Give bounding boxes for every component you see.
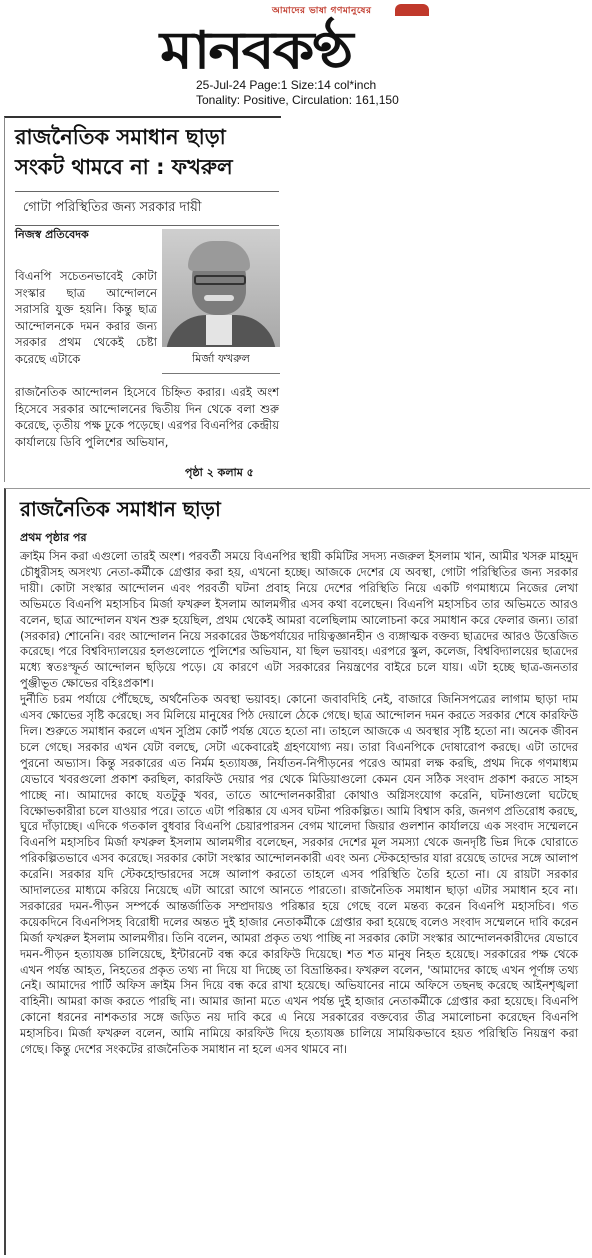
newspaper-logo: মানবকণ্ঠ: [160, 20, 352, 81]
clip-meta-tonality: Tonality: Positive, Circulation: 161,150: [196, 93, 399, 107]
portrait-photo: [162, 229, 280, 347]
clip-meta-date: 25-Jul-24 Page:1 Size:14 col*inch: [196, 78, 377, 92]
jump-paragraph: দুর্নীতি চরম পর্যায়ে পৌঁছেছে, অর্থনৈতিক অবস্থা ভয়াবহ। কোনো জবাবদিহি নেই, বাজারে জিনিসপত্রের লাগাম ছাড়া দাম এসব ক্ষোভের সৃষ্টি করেছে। সব মিলিয়ে মানুষের পিঠ দেয়ালে ঠেকে গেছে। ছাত্র আন্দোলন দমন করতে সরকার শেষে কারফিউ দিল। শুরুতে সমাধান করলে এখন সুপ্রিম কোর্ট পর্যন্ত যেতে হতো না। তাহলে আজকে এ অবস্থার সৃষ্টি হতো না। অনেক জীবন চলে গেছে। সরকার এখন যেটা বলছে, সেটা একেবারেই গ্রহণযোগ্য নয়। তারা বিএনপিকে দোষারোপ করছে। এটা তাদের পুরনো অভ্যাস। কিন্তু সরকারের এত নির্মম হত্যাযজ্ঞ, নির্যাতন-নিপীড়নের পরেও আমরা লক্ষ করছি, প্রথম দিকে গণমাধ্যম যেভাবে খবরগুলো প্রকাশ করছিল, কারফিউ দেয়ার পর থেকে মিডিয়াগুলো কেমন যেন সঠিক সংবাদ প্রকাশ করতে সাহস পাচ্ছে না। আমাদের কাছে যতটুকু খবর, তাতে আন্দোলনকারীরা কোথাও অগ্নিসংযোগ করেনি, ঘটনাগুলো ঘটেছে বিক্ষোভকারীরা চলে যাওয়ার পরে। তাতে এটা পরিষ্কার যে এসব ঘটনা পরিকল্পিত। আমি বিশ্বাস করি, জনগণ প্রতিরোধ করছে, ঘুরে দাঁড়াচ্ছে। এদিকে গতকাল বুধবার বিএনপি চেয়ারপারসন বেগম খালেদা জিয়ার গুলশান কার্যালয়ে এক সংবাদ সম্মেলনে বিএনপি মহাসচিব মির্জা ফখরুল ইসলাম আলমগীর বলেছেন, সরকার দেশের মূল সমস্যা থেকে জনদৃষ্টি ভিন্ন দিকে ঘোরাতে পরিকল্পিতভাবে এসব করেছে। সরকার কোটা সংস্কার আন্দোলনকারী এবং অন্য স্টেকহোল্ডার যারা রয়েছে তাদের সঙ্গে আলাপ করেনি। সরকার যদি স্টেকহোল্ডারদের সঙ্গে আলাপ করতো তাহলে এসব পরিস্থিতি তৈরি হতো না। যে রায়টা সরকার আদালতের মাধ্যমে করিয়ে নিয়েছে এটা আরো আগে আনতে পারতো। রাজনৈতিক সমাধান ছাড়া এটার সমাধান হবে না। সরকারের দমন-পীড়ন সম্পর্কে আন্তর্জাতিক সম্প্রদায়ও পরিষ্কার হয়ে গেছে বলে মন্তব্য করেন বিএনপি মহাসচিব। গত কয়েকদিনে বিএনপিসহ বিরোধী দলের অন্তত দুই হাজার নেতাকর্মীকে গ্রেপ্তার করা হয়েছে বলেও সংবাদ সম্মেলনে দাবি করেন মির্জা ফখরুল ইসলাম আলমগীর। তিনি বলেন, আমরা প্রকৃত তথ্য পাচ্ছি না সরকার কোটা সংস্কার আন্দোলনকারীদের যেভাবে দমন-পীড়ন হত্যাযজ্ঞ চালিয়েছে, ইন্টারনেট বন্ধ করে কারফিউ দিয়েছে। শত শত মানুষ নিহত হয়েছে। সরকারের পক্ষ থেকে এখন পর্যন্ত আহত, নিহতের প্রকৃত তথ্য না দিয়ে যা দিচ্ছে তা বিভ্রান্তিকর। ফখরুল বলেন, 'আমাদের কাছে এখন পূর্ণাঙ্গ তথ্য নেই। আমাদের পার্টি অফিস ক্রাইম সিন দিয়ে বন্ধ করে রাখা হয়েছে। অভিযানের নামে অফিসে তছনছ করেছে আইনশৃঙ্খলা বাহিনী। আমরা কাজ করতে পারছি না। আমার জানা মতে এখন পর্যন্ত দুই হাজার নেতাকর্মীকে গ্রেপ্তার করা হয়েছে। বিএনপি কোনো ধরনের নাশকতার সঙ্গে জড়িত নয় দাবি করে এ নিয়ে সরকারের বক্তব্যের তীব্র সমালোচনা করেছেন বিএনপি মহাসচিব। মির্জা ফখরুল বলেন, আমি নামিয়ে কারফিউ দিয়ে হত্যাযজ্ঞ চালিয়ে সাময়িকভাবে হয়ত পরিস্থিতি নিয়ন্ত্রণ করা গেছে। কিন্তু দেশের সংকটের রাজনৈতিক সমাধান না হলে এসব থামবে না।: [20, 692, 578, 1057]
from-page-label: প্রথম পৃষ্ঠার পর: [20, 531, 87, 544]
photo-caption: মির্জা ফখরুল: [162, 350, 280, 374]
jump-paragraph: ক্রাইম সিন করা এগুলো তারই অংশ। পরবর্তী সময়ে বিএনপির স্থায়ী কমিটির সদস্য নজরুল ইসলাম খান, আমীর খসরু মাহমুদ চৌধুরীসহ অসংখ্য নেতা-কর্মীকে গ্রেপ্তার করা হয়, এখনো হচ্ছে। আজকে দেশের যে অবস্থা, গোটা পরিস্থিতির জন্য সরকার দায়ী। কোটা সংস্কার আন্দোলন এবং পরবর্তী ঘটনা প্রবাহ নিয়ে দেশের পরিস্থিতি নিয়ে একটি গণমাধ্যমে নিজের লেখা অভিমতে বিএনপি মহাসচিব মির্জা ফখরুল ইসলাম আলমগীর এসব কথা বলেছেন। বিএনপি মহাসচিব তার অভিমতে আরও বলেন, ছাত্র আন্দোলন যখন শুরু হয়েছিল, প্রথম থেকেই আমরা বলেছিলাম আলোচনা করে সমাধান করে ফেলার জন্য। তারা (সরকার) শোনেনি। বরং আন্দোলন নিয়ে সরকারের উচ্চপর্যায়ের দায়িত্বজ্ঞানহীন ও ব্যঙ্গাত্মক বক্তব্য ছাত্রদের আরও উত্তেজিত করেছে। পরে বিশ্ববিদ্যালয়ের হলগুলোতে পুলিশের অভিযান, যা ছিল ভয়াবহ। এরপরে স্কুল, কলেজ, বিশ্ববিদ্যালয়ের ছাত্রদের মধ্যে স্বতঃস্ফূর্ত আন্দোলন ছড়িয়ে পড়ে। যে কারণে এটা সরকারের নিয়ন্ত্রণের বাইরে চলে যায়। এটা হচ্ছে ছাত্র-জনতার পুঞ্জীভূত ক্ষোভের বহিঃপ্রকাশ।: [20, 549, 578, 691]
masthead-tagline: আমাদের ভাষা গণমানুষের: [272, 6, 372, 16]
front-page-clip: [4, 116, 281, 482]
jump-headline: রাজনৈতিক সমাধান ছাড়া: [20, 497, 221, 521]
masthead: [0, 0, 592, 112]
front-headline: রাজনৈতিক সমাধান ছাড়া সংকট থামবে না : ফখরুল: [15, 125, 233, 179]
byline: নিজস্ব প্রতিবেদক: [15, 228, 89, 241]
front-intro-text: বিএনপি সচেতনভাবেই কোটা সংস্কার ছাত্র আন্দোলনে সরাসরি যুক্ত হয়নি। কিন্তু ছাত্র আন্দোলনকে দমন করার জন্য সরকার প্রথম থেকেই চেষ্টা করেছে এটাকে: [15, 269, 157, 366]
front-subhead: গোটা পরিস্থিতির জন্য সরকার দায়ী: [15, 191, 279, 226]
jump-page-clip: [4, 488, 590, 1255]
masthead-accent: [395, 4, 429, 16]
front-body-text: রাজনৈতিক আন্দোলন হিসেবে চিহ্নিত করার। এরই অংশ হিসেবে সরকার আন্দোলনের দ্বিতীয় দিন থেকে বলা শুরু করেছে, তৃতীয় পক্ষ ঢুকে পড়েছে। এরপর বিএনপির কেন্দ্রীয় কার্যালয়ে ডিবি পুলিশের অভিযান,: [15, 385, 279, 449]
continued-marker: পৃষ্ঠা ২ কলাম ৫: [185, 466, 254, 479]
glasses-icon: [194, 275, 246, 285]
jump-body: [20, 549, 578, 1058]
